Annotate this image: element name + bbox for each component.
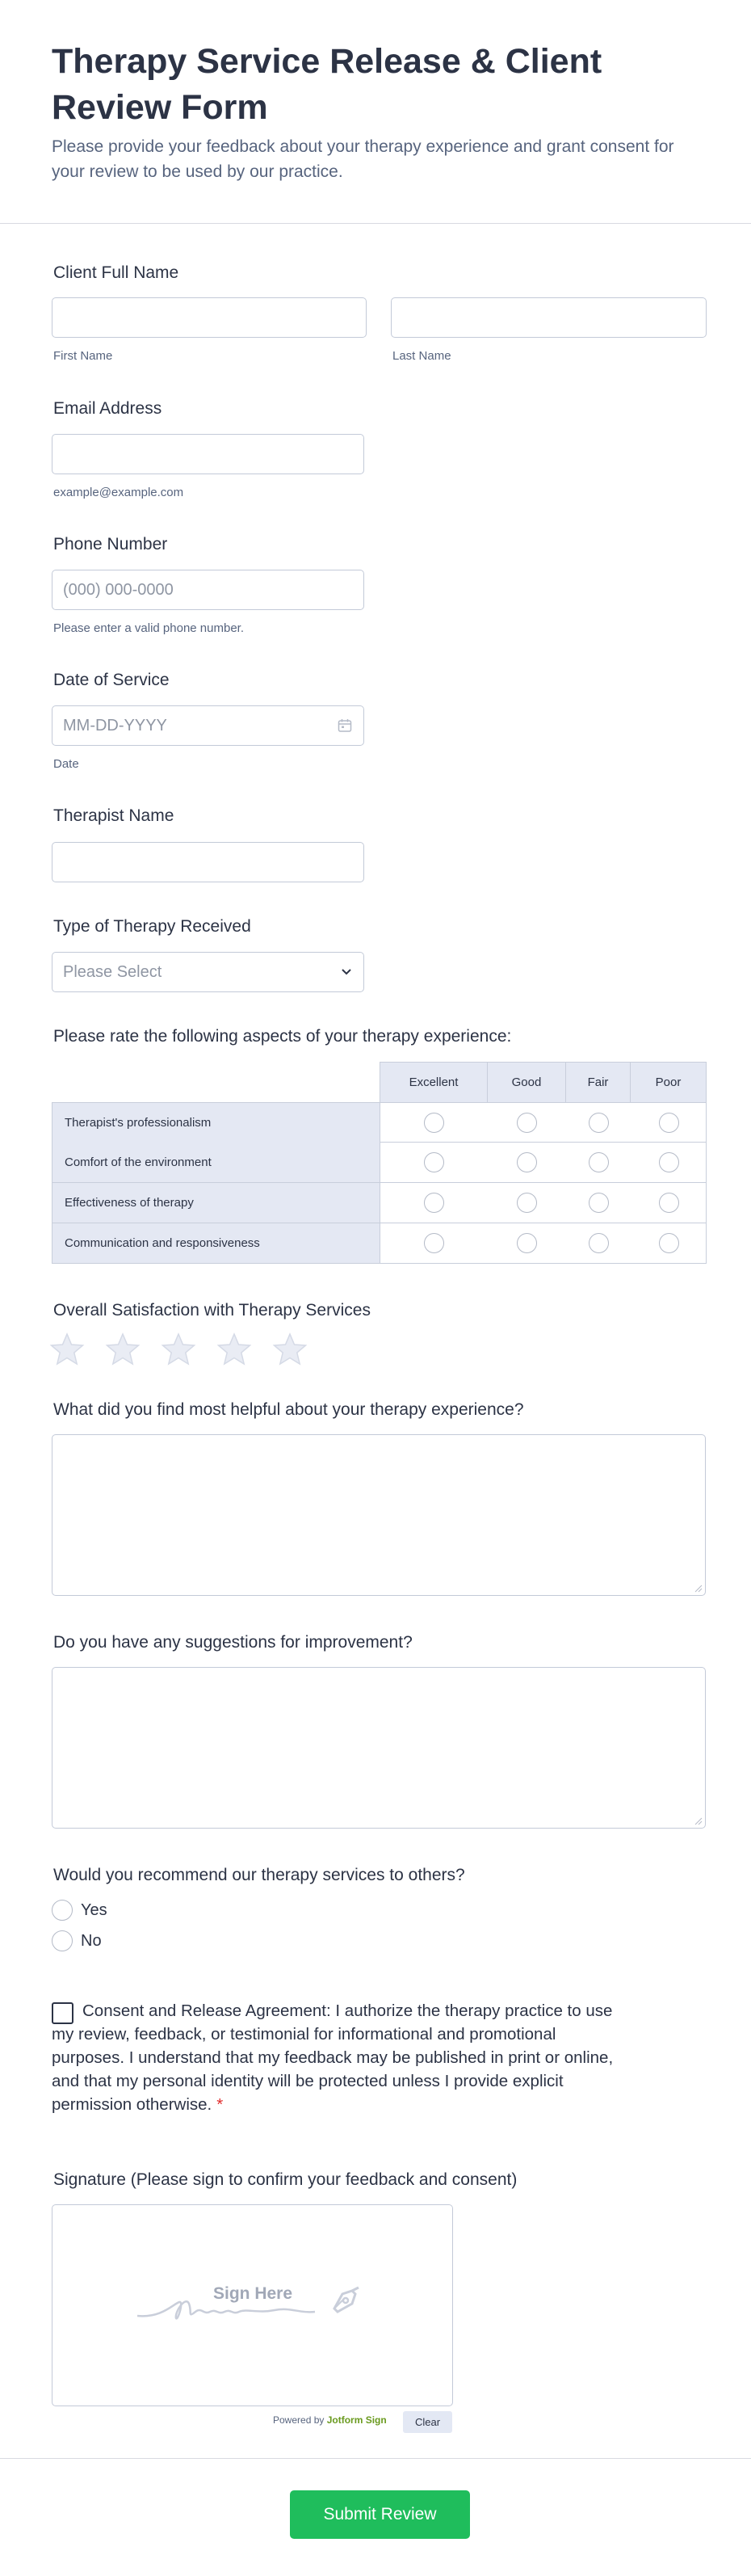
form-title: Therapy Service Release & Client Review Form bbox=[52, 42, 602, 127]
matrix-radio[interactable] bbox=[659, 1152, 679, 1172]
date-input[interactable] bbox=[52, 705, 364, 746]
helpful-label: What did you find most helpful about your therapy experience? bbox=[53, 1400, 524, 1419]
client-name-label: Client Full Name bbox=[53, 263, 179, 282]
resize-handle-icon[interactable] bbox=[694, 1817, 703, 1825]
last-name-input[interactable] bbox=[391, 297, 707, 338]
matrix-radio[interactable] bbox=[589, 1193, 609, 1213]
matrix-radio[interactable] bbox=[589, 1233, 609, 1253]
consent-text[interactable] bbox=[52, 1999, 633, 2116]
matrix-radio[interactable] bbox=[589, 1152, 609, 1172]
date-placeholder: MM-DD-YYYY bbox=[63, 717, 167, 734]
therapist-label: Therapist Name bbox=[53, 806, 174, 825]
phone-input[interactable] bbox=[52, 570, 364, 610]
star-icon[interactable] bbox=[105, 1332, 141, 1367]
phone-sublabel: Please enter a valid phone number. bbox=[53, 621, 244, 635]
required-mark: * bbox=[216, 2095, 224, 2114]
star-icon[interactable] bbox=[216, 1332, 252, 1367]
calendar-icon[interactable] bbox=[338, 718, 352, 733]
matrix-column-header: Poor bbox=[630, 1062, 707, 1103]
recommend-label: Would you recommend our therapy services to others? bbox=[53, 1866, 465, 1884]
matrix-radio[interactable] bbox=[424, 1193, 444, 1213]
matrix-column-header: Good bbox=[487, 1062, 566, 1103]
form-subtitle: Please provide your feedback about your therapy experience and grant consent for your review to be used by our practice. bbox=[52, 137, 674, 181]
star-icon[interactable] bbox=[49, 1332, 85, 1367]
recommend-no-radio[interactable] bbox=[52, 1930, 73, 1951]
clear-signature-button[interactable]: Clear bbox=[403, 2411, 452, 2433]
consent-label: Consent and Release Agreement: I authorize the therapy practice to use my review, feedback, or testimonial for informational and promotional purposes. I understand that my feedback may be published in print or online, and that my personal identity will be protected unless I provide explicit permission otherwise. bbox=[52, 2001, 614, 2114]
signature-pad[interactable] bbox=[52, 2204, 453, 2406]
powered-prefix: Powered by bbox=[273, 2414, 325, 2426]
email-input[interactable] bbox=[52, 434, 364, 474]
therapy-type-selected: Please Select bbox=[63, 963, 162, 981]
suggestions-textarea[interactable] bbox=[52, 1667, 706, 1829]
first-name-sublabel: First Name bbox=[53, 349, 113, 363]
phone-label: Phone Number bbox=[53, 535, 168, 554]
chevron-down-icon bbox=[341, 968, 352, 976]
date-sublabel: Date bbox=[53, 757, 79, 771]
matrix-radio[interactable] bbox=[517, 1152, 537, 1172]
matrix-radio[interactable] bbox=[424, 1152, 444, 1172]
phone-placeholder: (000) 000-0000 bbox=[63, 581, 174, 599]
first-name-input[interactable] bbox=[52, 297, 367, 338]
powered-by bbox=[273, 2414, 387, 2426]
recommend-yes-radio[interactable] bbox=[52, 1900, 73, 1921]
footer-divider bbox=[0, 2458, 751, 2459]
resize-handle-icon[interactable] bbox=[694, 1585, 703, 1593]
pen-icon bbox=[328, 2284, 363, 2317]
star-icon[interactable] bbox=[161, 1332, 196, 1367]
matrix-radio[interactable] bbox=[589, 1113, 609, 1133]
matrix-radio[interactable] bbox=[424, 1113, 444, 1133]
helpful-textarea[interactable] bbox=[52, 1434, 706, 1596]
matrix-radio[interactable] bbox=[517, 1113, 537, 1133]
matrix-row-label: Effectiveness of therapy bbox=[52, 1183, 380, 1223]
suggestions-label: Do you have any suggestions for improvement? bbox=[53, 1633, 413, 1652]
matrix-row-label: Communication and responsiveness bbox=[52, 1223, 380, 1263]
matrix-radio[interactable] bbox=[659, 1113, 679, 1133]
satisfaction-label: Overall Satisfaction with Therapy Services bbox=[53, 1301, 371, 1320]
sign-here-placeholder: Sign Here bbox=[213, 2284, 293, 2303]
rating-matrix bbox=[52, 1062, 707, 1264]
matrix-radio[interactable] bbox=[659, 1233, 679, 1253]
therapy-type-label: Type of Therapy Received bbox=[53, 917, 251, 936]
therapist-input[interactable] bbox=[52, 842, 364, 882]
recommend-no-label[interactable]: No bbox=[81, 1932, 102, 1950]
signature-label: Signature (Please sign to confirm your feedback and consent) bbox=[53, 2170, 518, 2189]
last-name-sublabel: Last Name bbox=[392, 349, 451, 363]
powered-brand[interactable]: Jotform Sign bbox=[326, 2414, 387, 2426]
date-label: Date of Service bbox=[53, 671, 170, 689]
rating-label: Please rate the following aspects of your therapy experience: bbox=[53, 1027, 512, 1046]
matrix-column-header: Excellent bbox=[380, 1062, 488, 1103]
matrix-radio[interactable] bbox=[517, 1193, 537, 1213]
matrix-radio[interactable] bbox=[517, 1233, 537, 1253]
recommend-yes-label[interactable]: Yes bbox=[81, 1901, 107, 1919]
email-sublabel: example@example.com bbox=[53, 486, 184, 499]
matrix-row-label: Comfort of the environment bbox=[52, 1143, 380, 1182]
matrix-row-label: Therapist's professionalism bbox=[52, 1103, 380, 1143]
matrix-radio[interactable] bbox=[659, 1193, 679, 1213]
form-header bbox=[0, 0, 751, 224]
matrix-radio[interactable] bbox=[424, 1233, 444, 1253]
star-icon[interactable] bbox=[272, 1332, 308, 1367]
matrix-column-header: Fair bbox=[565, 1062, 631, 1103]
submit-button[interactable]: Submit Review bbox=[290, 2490, 470, 2539]
email-label: Email Address bbox=[53, 399, 162, 418]
therapy-type-select[interactable] bbox=[52, 952, 364, 992]
